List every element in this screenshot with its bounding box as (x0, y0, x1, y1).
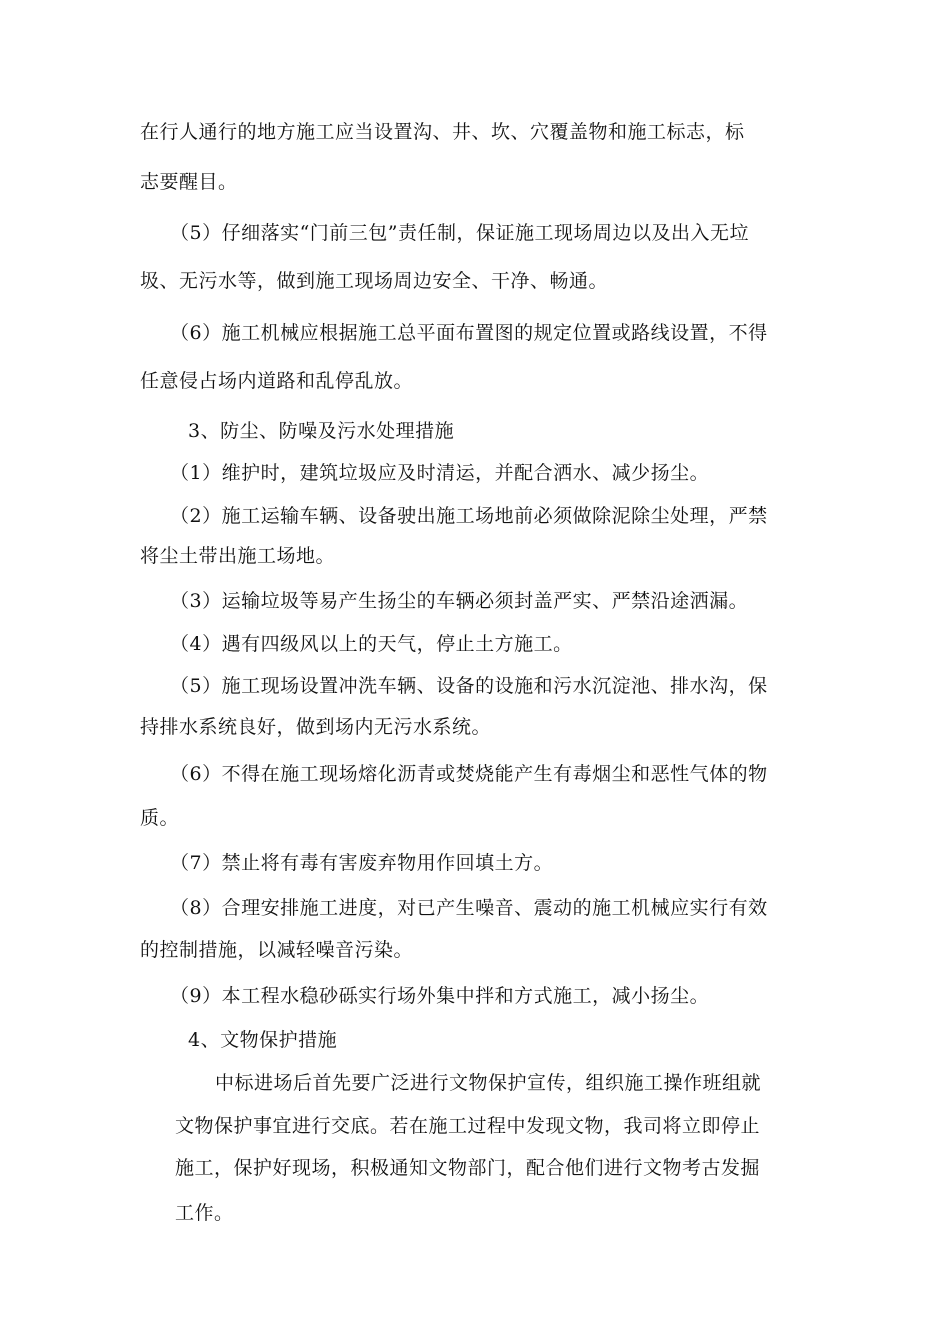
text-line: （6）不得在施工现场熔化沥青或焚烧能产生有毒烟尘和恶性气体的物 (170, 763, 768, 785)
text-line: （4）遇有四级风以上的天气，停止土方施工。 (170, 633, 573, 655)
text-line: （3）运输垃圾等易产生扬尘的车辆必须封盖严实、严禁沿途洒漏。 (170, 590, 749, 612)
text-line: （5）仔细落实“门前三包”责任制，保证施工现场周边以及出入无垃 (170, 222, 750, 244)
text-line: 中标进场后首先要广泛进行文物保护宣传，组织施工操作班组就 (215, 1072, 762, 1094)
text-line: （1）维护时，建筑垃圾应及时清运，并配合洒水、减少扬尘。 (170, 462, 710, 484)
text-line: 的控制措施，以减轻噪音污染。 (140, 939, 414, 961)
text-line: （9）本工程水稳砂砾实行场外集中拌和方式施工，减小扬尘。 (170, 985, 710, 1007)
text-line: 在行人通行的地方施工应当设置沟、井、坎、穴覆盖物和施工标志，标 (140, 121, 745, 143)
text-line: 将尘土带出施工场地。 (140, 545, 336, 567)
text-line: 质。 (140, 807, 180, 829)
text-line: 持排水系统良好，做到场内无污水系统。 (140, 716, 492, 738)
text-line: （7）禁止将有毒有害废弃物用作回填土方。 (170, 852, 554, 874)
section-heading: 4、文物保护措施 (188, 1029, 338, 1051)
text-line: 工作。 (175, 1202, 234, 1224)
text-line: 施工，保护好现场，积极通知文物部门，配合他们进行文物考古发掘 (175, 1157, 761, 1179)
text-line: 任意侵占场内道路和乱停乱放。 (140, 370, 414, 392)
text-line: （6）施工机械应根据施工总平面布置图的规定位置或路线设置，不得 (170, 322, 768, 344)
text-line: 文物保护事宜进行交底。若在施工过程中发现文物，我司将立即停止 (175, 1115, 761, 1137)
text-line: （5）施工现场设置冲洗车辆、设备的设施和污水沉淀池、排水沟，保 (170, 675, 768, 697)
text-line: 圾、无污水等，做到施工现场周边安全、干净、畅通。 (140, 270, 609, 292)
text-line: （8）合理安排施工进度，对已产生噪音、震动的施工机械应实行有效 (170, 897, 768, 919)
section-heading: 3、防尘、防噪及污水处理措施 (188, 420, 455, 442)
text-line: 志要醒目。 (140, 171, 238, 193)
text-line: （2）施工运输车辆、设备驶出施工场地前必须做除泥除尘处理，严禁 (170, 505, 768, 527)
